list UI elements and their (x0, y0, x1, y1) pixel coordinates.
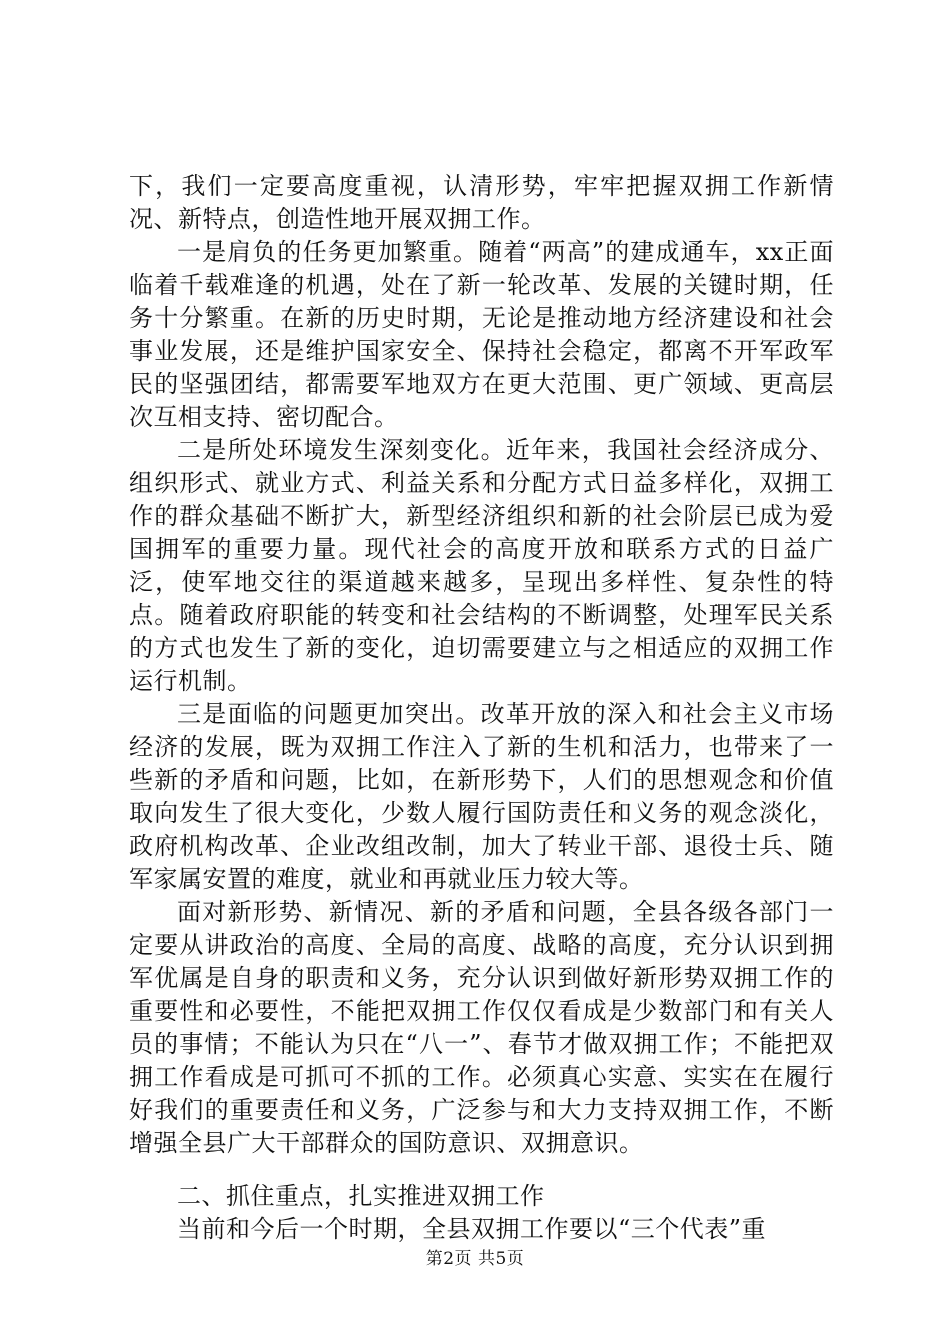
page-footer: 第2页 共5页 (425, 1249, 525, 1269)
paragraph-facing-new-situation: 面对新形势、新情况、新的矛盾和问题，全县各级各部门一定要从讲政治的高度、全局的高度、战略的高度，充分认识到拥军优属是自身的职责和义务，充分认识到做好新形势双拥工作的重要性和必要性，不能把双拥工作仅仅看成是少数部门和有关人员的事情；不能认为只在“八一”、春节才做双拥工作；不能把双拥工作看成是可抓可不抓的工作。必须真心实意、实实在在履行好我们的重要责任和义务，广泛参与和大力支持双拥工作，不断增强全县广大干部群众的国防意识、双拥意识。 (129, 898, 834, 1157)
paragraph-continuation: 下，我们一定要高度重视，认清形势，牢牢把握双拥工作新情况、新特点，创造性地开展双拥工作。 (129, 172, 834, 233)
paragraph-section-start: 当前和今后一个时期，全县双拥工作要以“三个代表”重 (177, 1215, 767, 1243)
paragraph-task-heavier: 一是肩负的任务更加繁重。随着“两高”的建成通车，xx正面临着千载难逢的机遇，处在了新一轮改革、发展的关键时期，任务十分繁重。在新的历史时期，无论是推动地方经济建设和社会事业发展，还是维护国家安全、保持社会稳定，都离不开军政军民的坚强团结，都需要军地双方在更大范围、更广领域、更高层次互相支持、密切配合。 (129, 238, 834, 431)
document-body (129, 170, 834, 1246)
paragraph-problems-prominent: 三是面临的问题更加突出。改革开放的深入和社会主义市场经济的发展，既为双拥工作注入了新的生机和活力，也带来了一些新的矛盾和问题，比如，在新形势下，人们的思想观念和价值取向发生了很大变化，少数人履行国防责任和义务的观念淡化，政府机构改革、企业改组改制，加大了转业干部、退役士兵、随军家属安置的难度，就业和再就业压力较大等。 (129, 700, 834, 893)
paragraph-environment-change: 二是所处环境发生深刻变化。近年来，我国社会经济成分、组织形式、就业方式、利益关系和分配方式日益多样化，双拥工作的群众基础不断扩大，新型经济组织和新的社会阶层已成为爱国拥军的重要力量。现代社会的高度开放和联系方式的日益广泛，使军地交往的渠道越来越多，呈现出多样性、复杂性的特点。随着政府职能的转变和社会结构的不断调整，处理军民关系的方式也发生了新的变化，迫切需要建立与之相适应的双拥工作运行机制。 (129, 436, 834, 695)
section-heading: 二、抓住重点，扎实推进双拥工作 (177, 1182, 545, 1210)
